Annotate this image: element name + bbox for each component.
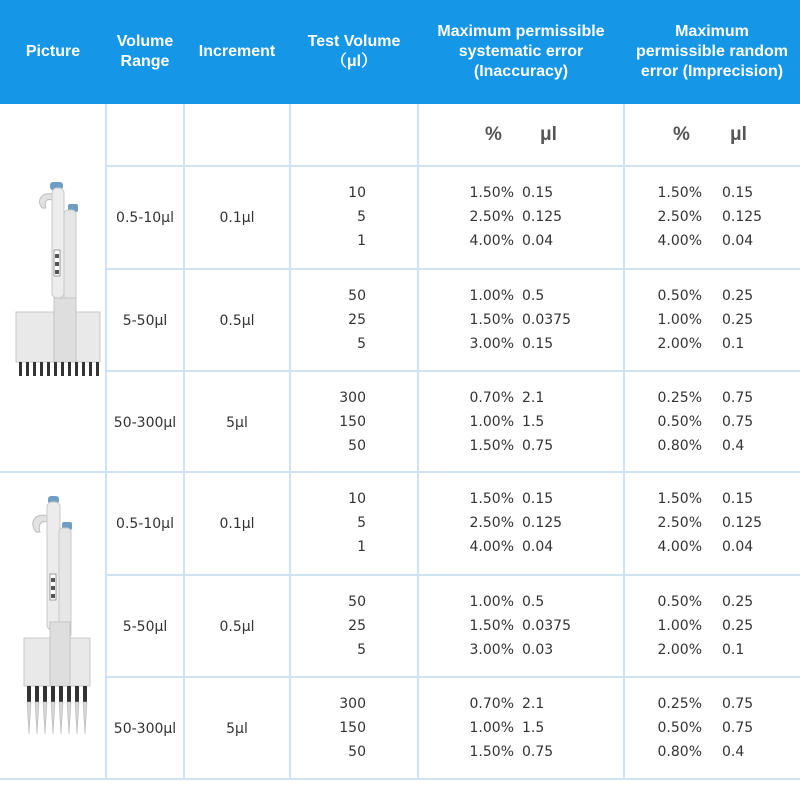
test-volume-value: 150 <box>339 720 366 736</box>
header-volume-range: Volume Range <box>116 33 174 70</box>
header-test-volume: Test Volume （μl） <box>307 33 401 70</box>
rand-error-ul: 0.125 <box>722 209 763 225</box>
rand-error-ul: 0.04 <box>722 539 754 555</box>
test-volume-value: 10 <box>348 185 366 201</box>
rand-error-percent: 2.50% <box>657 515 702 531</box>
sys-error-percent: 2.50% <box>469 209 514 225</box>
sys-error-ul: 0.15 <box>522 185 554 201</box>
rand-error-ul: 0.1 <box>722 336 745 352</box>
increment-cell: 5μl <box>226 414 248 431</box>
sys-error-ul: 1.5 <box>522 720 545 736</box>
rand-error-percent: 0.50% <box>657 414 702 430</box>
rand-ul-unit: μl <box>730 124 747 145</box>
rand-error-percent: 1.00% <box>657 312 702 328</box>
test-volume-value: 25 <box>348 312 366 328</box>
sys-error-ul: 0.75 <box>522 438 554 454</box>
increment-cell: 0.5μl <box>219 618 255 635</box>
rand-error-percent: 4.00% <box>657 539 702 555</box>
test-volume-value: 1 <box>357 539 366 555</box>
rand-error-percent: 0.25% <box>657 390 702 406</box>
increment-cell: 0.1μl <box>219 209 255 226</box>
sys-error-ul: 2.1 <box>522 390 545 406</box>
volume-range-cell: 5-50μl <box>122 618 168 635</box>
sys-error-percent: 1.00% <box>469 594 514 610</box>
test-volume-value: 25 <box>348 618 366 634</box>
test-volume-value: 50 <box>348 288 366 304</box>
sys-error-percent: 1.50% <box>469 744 514 760</box>
test-volume-value: 5 <box>357 642 366 658</box>
sys-error-percent: 1.50% <box>469 312 514 328</box>
rand-error-ul: 0.75 <box>722 696 754 712</box>
sys-error-ul: 0.75 <box>522 744 554 760</box>
rand-error-percent: 1.00% <box>657 618 702 634</box>
increment-cell: 5μl <box>226 720 248 737</box>
sys-error-percent: 0.70% <box>469 390 514 406</box>
sys-error-percent: 1.00% <box>469 414 514 430</box>
sys-error-percent: 1.00% <box>469 288 514 304</box>
rand-error-ul: 0.15 <box>722 185 754 201</box>
sys-error-percent: 1.00% <box>469 720 514 736</box>
sys-ul-unit: μl <box>540 124 557 145</box>
test-volume-value: 50 <box>348 744 366 760</box>
header-random-error: Maximum permissible random error (Imprecision) <box>635 23 789 80</box>
sys-error-ul: 0.04 <box>522 233 554 249</box>
rand-error-ul: 0.15 <box>722 491 754 507</box>
rand-error-ul: 0.25 <box>722 594 754 610</box>
rand-error-ul: 0.75 <box>722 390 754 406</box>
rand-error-percent: 0.25% <box>657 696 702 712</box>
table-header <box>0 0 800 104</box>
sys-error-ul: 0.0375 <box>522 312 571 328</box>
sys-error-ul: 0.03 <box>522 642 554 658</box>
8-channel-pipette-image <box>22 492 92 740</box>
volume-range-cell: 50-300μl <box>113 414 177 431</box>
grid-vline <box>623 104 625 780</box>
rand-error-percent: 2.50% <box>657 209 702 225</box>
sys-error-ul: 1.5 <box>522 414 545 430</box>
sys-error-percent: 3.00% <box>469 642 514 658</box>
test-volume-value: 50 <box>348 594 366 610</box>
sys-error-ul: 0.5 <box>522 288 545 304</box>
rand-error-percent: 0.50% <box>657 720 702 736</box>
sys-error-ul: 0.125 <box>522 515 563 531</box>
rand-error-percent: 2.00% <box>657 336 702 352</box>
sys-percent-unit: % <box>485 124 502 145</box>
sys-error-ul: 0.125 <box>522 209 563 225</box>
rand-error-ul: 0.4 <box>722 438 745 454</box>
test-volume-value: 5 <box>357 336 366 352</box>
grid-vline <box>417 104 419 780</box>
rand-error-percent: 0.80% <box>657 744 702 760</box>
rand-error-percent: 1.50% <box>657 185 702 201</box>
12-channel-pipette-image <box>14 178 102 378</box>
header-systematic-error: Maximum permissible systematic error (Inaccuracy) <box>437 23 605 80</box>
sys-error-ul: 0.15 <box>522 336 554 352</box>
sys-error-percent: 1.50% <box>469 438 514 454</box>
test-volume-value: 150 <box>339 414 366 430</box>
test-volume-value: 10 <box>348 491 366 507</box>
rand-error-ul: 0.04 <box>722 233 754 249</box>
rand-error-ul: 0.25 <box>722 312 754 328</box>
rand-error-ul: 0.75 <box>722 720 754 736</box>
sys-error-ul: 0.0375 <box>522 618 571 634</box>
sys-error-percent: 3.00% <box>469 336 514 352</box>
volume-range-cell: 0.5-10μl <box>116 515 174 532</box>
sys-error-ul: 0.15 <box>522 491 554 507</box>
rand-error-percent: 0.50% <box>657 288 702 304</box>
header-increment: Increment <box>198 43 276 60</box>
rand-error-percent: 2.00% <box>657 642 702 658</box>
sys-error-ul: 0.04 <box>522 539 554 555</box>
rand-error-percent: 1.50% <box>657 491 702 507</box>
sys-error-percent: 4.00% <box>469 233 514 249</box>
sys-error-ul: 2.1 <box>522 696 545 712</box>
volume-range-cell: 0.5-10μl <box>116 209 174 226</box>
sys-error-percent: 1.50% <box>469 491 514 507</box>
rand-error-ul: 0.1 <box>722 642 745 658</box>
rand-error-percent: 0.80% <box>657 438 702 454</box>
test-volume-value: 50 <box>348 438 366 454</box>
rand-error-ul: 0.125 <box>722 515 763 531</box>
rand-error-ul: 0.4 <box>722 744 745 760</box>
rand-error-ul: 0.25 <box>722 288 754 304</box>
rand-error-percent: 4.00% <box>657 233 702 249</box>
rand-error-ul: 0.75 <box>722 414 754 430</box>
volume-range-cell: 50-300μl <box>113 720 177 737</box>
sys-error-percent: 2.50% <box>469 515 514 531</box>
sys-error-percent: 0.70% <box>469 696 514 712</box>
rand-error-ul: 0.25 <box>722 618 754 634</box>
test-volume-value: 5 <box>357 209 366 225</box>
volume-range-cell: 5-50μl <box>122 312 168 329</box>
sys-error-ul: 0.5 <box>522 594 545 610</box>
rand-error-percent: 0.50% <box>657 594 702 610</box>
header-picture: Picture <box>25 43 81 60</box>
increment-cell: 0.1μl <box>219 515 255 532</box>
test-volume-value: 5 <box>357 515 366 531</box>
sys-error-percent: 1.50% <box>469 618 514 634</box>
test-volume-value: 1 <box>357 233 366 249</box>
test-volume-value: 300 <box>339 696 366 712</box>
increment-cell: 0.5μl <box>219 312 255 329</box>
sys-error-percent: 4.00% <box>469 539 514 555</box>
test-volume-value: 300 <box>339 390 366 406</box>
rand-percent-unit: % <box>673 124 690 145</box>
sys-error-percent: 1.50% <box>469 185 514 201</box>
